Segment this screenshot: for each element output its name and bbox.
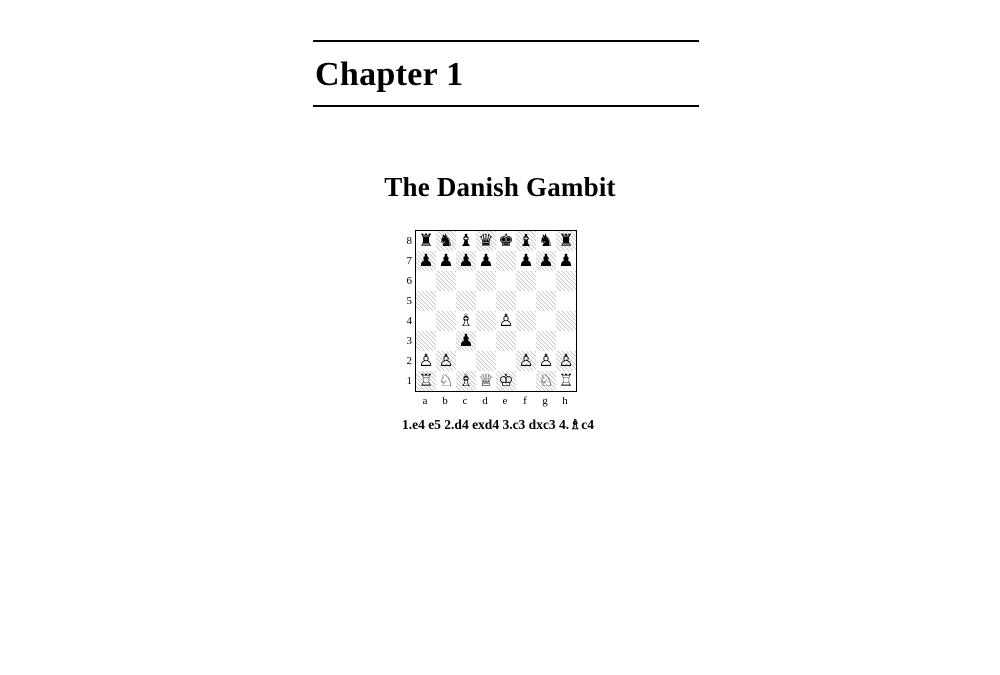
chess-piece: ♙ [518, 351, 534, 371]
board-square [516, 291, 536, 311]
board-square [416, 251, 436, 271]
board-square [496, 271, 516, 291]
chess-board [415, 230, 577, 392]
board-square [556, 251, 576, 271]
board-square [496, 371, 516, 391]
chapter-title: Chapter 1 [315, 56, 464, 93]
board-square [516, 231, 536, 251]
rank-labels [398, 230, 412, 391]
board-square [416, 311, 436, 331]
board-square [456, 371, 476, 391]
chess-piece: ♞ [538, 231, 554, 251]
board-square [496, 351, 516, 371]
board-square [476, 371, 496, 391]
board-square [476, 291, 496, 311]
board-square [436, 291, 456, 311]
rank-label: 1 [406, 375, 412, 387]
board-square [516, 271, 536, 291]
chess-piece: ♙ [418, 351, 434, 371]
chess-piece: ♚ [498, 231, 514, 251]
chess-piece: ♘ [538, 371, 554, 391]
chess-piece: ♙ [438, 351, 454, 371]
board-square [516, 251, 536, 271]
rank-label: 6 [406, 275, 412, 287]
board-square [416, 371, 436, 391]
file-label: b [442, 395, 448, 407]
board-square [456, 291, 476, 311]
board-square [436, 311, 456, 331]
heading-rule-bottom [313, 105, 699, 107]
chess-piece: ♞ [438, 231, 454, 251]
board-square [496, 331, 516, 351]
rank-label: 7 [406, 255, 412, 267]
board-square [536, 331, 556, 351]
file-label: a [422, 395, 428, 407]
board-square [476, 231, 496, 251]
chess-piece: ♟ [458, 251, 474, 271]
board-square [436, 371, 456, 391]
rank-label: 3 [406, 335, 412, 347]
board-square [436, 351, 456, 371]
chess-piece: ♙ [558, 351, 574, 371]
chess-piece: ♘ [438, 371, 454, 391]
board-square [416, 351, 436, 371]
board-square [416, 331, 436, 351]
chess-piece: ♙ [538, 351, 554, 371]
chess-piece: ♙ [498, 311, 514, 331]
chess-piece: ♛ [478, 231, 494, 251]
board-square [536, 351, 556, 371]
board-square [456, 311, 476, 331]
board-square [436, 331, 456, 351]
board-square [496, 251, 516, 271]
chess-piece: ♝ [518, 231, 534, 251]
board-square [516, 331, 536, 351]
board-square [416, 291, 436, 311]
board-square [436, 231, 456, 251]
chess-piece: ♟ [518, 251, 534, 271]
chess-piece: ♗ [458, 371, 474, 391]
rank-label: 5 [406, 295, 412, 307]
file-label: d [482, 395, 488, 407]
board-square [536, 271, 556, 291]
chess-piece: ♟ [458, 331, 474, 351]
board-with-rank-labels [398, 230, 598, 392]
board-square [476, 351, 496, 371]
chapter-heading-block [313, 40, 699, 107]
file-label: f [523, 395, 527, 407]
chess-piece: ♗ [458, 311, 474, 331]
board-square [536, 371, 556, 391]
board-square [416, 271, 436, 291]
file-label: g [542, 395, 548, 407]
board-square [556, 331, 576, 351]
board-square [496, 231, 516, 251]
board-square [556, 271, 576, 291]
file-labels [415, 395, 577, 407]
board-square [556, 291, 576, 311]
chess-piece: ♖ [558, 371, 574, 391]
chess-piece: ♟ [558, 251, 574, 271]
board-square [556, 351, 576, 371]
board-square [456, 351, 476, 371]
board-square [516, 371, 536, 391]
board-square [456, 251, 476, 271]
board-square [496, 311, 516, 331]
board-square [536, 291, 556, 311]
rank-label: 2 [406, 355, 412, 367]
board-square [536, 251, 556, 271]
board-square [556, 371, 576, 391]
move-line: 1.e4 e5 2.d4 exd4 3.c3 dxc3 4.♗c4 [401, 417, 595, 432]
chess-piece: ♔ [498, 371, 514, 391]
board-square [556, 311, 576, 331]
file-label: e [502, 395, 508, 407]
chess-piece: ♕ [478, 371, 494, 391]
board-square [536, 231, 556, 251]
board-square [476, 271, 496, 291]
chess-piece: ♟ [438, 251, 454, 271]
chess-piece: ♝ [458, 231, 474, 251]
chess-piece: ♜ [558, 231, 574, 251]
chess-piece: ♜ [418, 231, 434, 251]
section-title: The Danish Gambit [384, 172, 616, 202]
chess-piece: ♖ [418, 371, 434, 391]
board-square [416, 231, 436, 251]
chess-piece: ♟ [418, 251, 434, 271]
chess-piece: ♟ [538, 251, 554, 271]
board-square [456, 271, 476, 291]
board-square [476, 331, 496, 351]
rank-label: 4 [406, 315, 412, 327]
board-square [436, 251, 456, 271]
board-square [436, 271, 456, 291]
chess-piece: ♟ [478, 251, 494, 271]
board-square [496, 291, 516, 311]
board-square [476, 251, 496, 271]
file-label: h [562, 395, 568, 407]
board-square [456, 331, 476, 351]
board-square [516, 311, 536, 331]
board-square [456, 231, 476, 251]
board-square [516, 351, 536, 371]
board-square [476, 311, 496, 331]
board-square [556, 231, 576, 251]
chess-diagram [398, 230, 598, 433]
file-label: c [462, 395, 468, 407]
board-square [536, 311, 556, 331]
rank-label: 8 [406, 235, 412, 247]
